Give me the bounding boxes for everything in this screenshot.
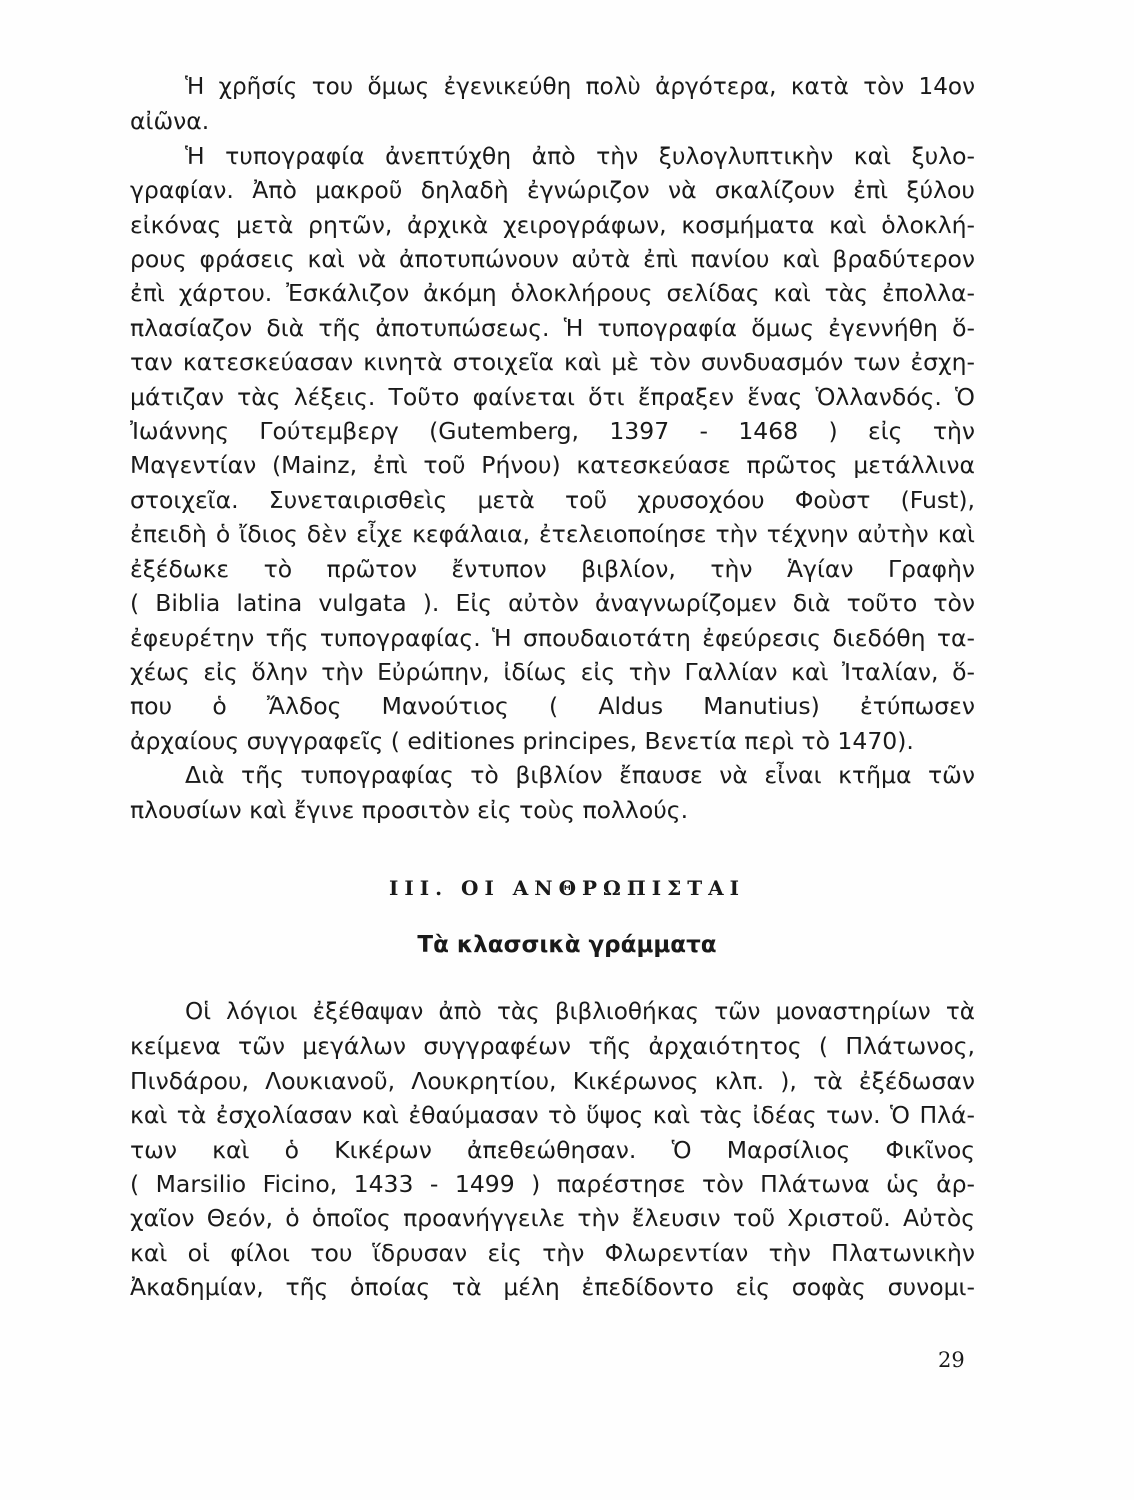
- text-line: ἐπὶ χάρτου. Ἐσκάλιζον ἀκόμη ὁλοκλήρους σελίδας καὶ τὰς ἐπολλα-: [130, 279, 975, 308]
- text-line: Μαγεντίαν (Mainz, ἐπὶ τοῦ Ρήνου) κατεσκεύασε πρῶτος μετάλλινα: [130, 451, 975, 480]
- page-number: 29: [938, 1348, 965, 1372]
- main-text-block: [130, 70, 975, 827]
- paragraph-printing-spread: [130, 70, 975, 139]
- text-line: ἐξέδωκε τὸ πρῶτον ἔντυπον βιβλίον, τὴν Ἁγίαν Γραφὴν: [130, 554, 975, 583]
- text-line: κείμενα τῶν μεγάλων συγγραφέων τῆς ἀρχαιότητος ( Πλάτωνος,: [130, 1032, 975, 1061]
- text-line: γραφίαν. Ἀπὸ μακροῦ δηλαδὴ ἐγνώριζον νὰ σκαλίζουν ἐπὶ ξύλου: [130, 176, 975, 205]
- text-line: ( Biblia latina vulgata ). Εἰς αὐτὸν ἀναγνωρίζομεν διὰ τοῦτο τὸν: [130, 589, 975, 618]
- text-line: Ἀκαδημίαν, τῆς ὁποίας τὰ μέλη ἐπεδίδοντο εἰς σοφὰς συνομι-: [130, 1273, 975, 1302]
- section-heading: III. ΟΙ ΑΝΘΡΩΠΙΣΤΑΙ: [389, 876, 745, 900]
- text-line: ταν κατεσκεύασαν κινητὰ στοιχεῖα καὶ μὲ τὸν συνδυασμόν των ἐσχη-: [130, 348, 975, 377]
- text-line: Οἱ λόγιοι ἐξέθαψαν ἀπὸ τὰς βιβλιοθήκας τῶν μοναστηρίων τὰ: [185, 999, 975, 1025]
- text-line: των καὶ ὁ Κικέρων ἀπεθεώθησαν. Ὁ Μαρσίλιος Φικῖνος: [130, 1135, 975, 1164]
- text-line: Ἡ χρῆσίς του ὅμως ἐγενικεύθη πολὺ ἀργότερα, κατὰ τὸν 14ον: [185, 74, 975, 100]
- text-line: Ἡ τυπογραφία ἀνεπτύχθη ἀπὸ τὴν ξυλογλυπτικὴν καὶ ξυλο-: [185, 141, 975, 170]
- text-line: χαῖον Θεόν, ὁ ὁποῖος προανήγγειλε τὴν ἔλευσιν τοῦ Χριστοῦ. Αὐτὸς: [130, 1204, 975, 1233]
- paragraph-book-access: [130, 758, 975, 827]
- text-line: καὶ τὰ ἐσχολίασαν καὶ ἐθαύμασαν τὸ ὕψος καὶ τὰς ἰδέας των. Ὁ Πλά-: [130, 1101, 975, 1130]
- text-line: ἐφευρέτην τῆς τυπογραφίας. Ἡ σπουδαιοτάτη ἐφεύρεσις διεδόθη τα-: [130, 623, 975, 652]
- text-line: ρους φράσεις καὶ νὰ ἀποτυπώνουν αὐτὰ ἐπὶ πανίου καὶ βραδύτερον: [130, 245, 975, 274]
- text-line: ἐπειδὴ ὁ ἴδιος δὲν εἶχε κεφάλαια, ἐτελειοποίησε τὴν τέχνην αὐτὴν καὶ: [130, 520, 975, 549]
- text-line: εἰκόνας μετὰ ρητῶν, ἀρχικὰ χειρογράφων, κοσμήματα καὶ ὁλοκλή-: [130, 210, 975, 239]
- text-line: καὶ οἱ φίλοι του ἵδρυσαν εἰς τὴν Φλωρεντίαν τὴν Πλατωνικὴν: [130, 1238, 975, 1267]
- paragraph-humanists: [130, 995, 975, 1305]
- text-line: Πινδάρου, Λουκιανοῦ, Λουκρητίου, Κικέρωνος κλπ. ), τὰ ἐξέδωσαν: [130, 1066, 975, 1095]
- text-line: μάτιζαν τὰς λέξεις. Τοῦτο φαίνεται ὅτι ἔπραξεν ἕνας Ὁλλανδός. Ὁ: [130, 382, 975, 411]
- text-line: ἀρχαίους συγγραφεῖς ( editiones principes, Βενετία περὶ τὸ 1470).: [130, 726, 914, 755]
- text-line: Διὰ τῆς τυπογραφίας τὸ βιβλίον ἔπαυσε νὰ εἶναι κτῆμα τῶν: [185, 761, 975, 790]
- text-line: πλασίαζον διὰ τῆς ἀποτυπώσεως. Ἡ τυπογραφία ὅμως ἐγεννήθη ὅ-: [130, 313, 975, 342]
- text-line: στοιχεῖα. Συνεταιρισθεὶς μετὰ τοῦ χρυσοχόου Φοὺστ (Fust),: [130, 485, 975, 514]
- text-line: χέως εἰς ὅλην τὴν Εὐρώπην, ἰδίως εἰς τὴν Γαλλίαν καὶ Ἰταλίαν, ὅ-: [130, 657, 975, 686]
- text-line: πλουσίων καὶ ἔγινε προσιτὸν εἰς τοὺς πολλούς.: [130, 795, 689, 824]
- text-line: που ὁ Ἄλδος Μανούτιος ( Aldus Manutius) ἐτύπωσεν: [130, 692, 975, 721]
- paragraph-typography-history: [130, 139, 975, 758]
- text-line: ( Marsilio Ficino, 1433 - 1499 ) παρέστησε τὸν Πλάτωνα ὡς ἀρ-: [130, 1170, 975, 1199]
- text-line: αἰῶνα.: [130, 107, 210, 136]
- text-line: Ἰωάννης Γούτεμβεργ (Gutemberg, 1397 - 1468 ) εἰς τὴν: [130, 417, 975, 446]
- humanists-text-block: [130, 995, 975, 1305]
- section-subheading: Τὰ κλασσικὰ γράμματα: [417, 932, 717, 958]
